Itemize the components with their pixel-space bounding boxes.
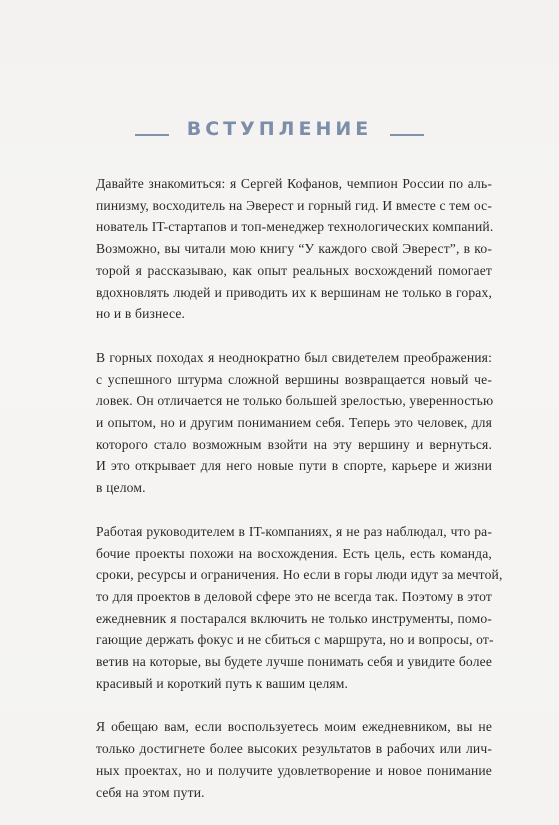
text-line: И это открывает для него новые пути в спорте, карьере и жизни [96,458,492,474]
paragraph [96,521,503,695]
section-title: ВСТУПЛЕНИЕ [186,118,373,140]
text-line: Давайте знакомиться: я Сергей Кофанов, чемпион России по аль- [96,176,492,191]
text-line: то для проектов в деловой сфере это не всегда так. Поэтому в этот [96,588,492,604]
text-line: красивый и короткий путь к вашим целям. [96,675,349,691]
paragraph [96,347,492,499]
text-line: пинизму, восходитель на Эверест и горный гид. И вместе с тем ос- [96,197,492,213]
text-line: которого стало возможным взойти на эту вершину и вернуться. [96,436,492,452]
text-line: в целом. [96,480,146,496]
body-text [96,173,503,825]
text-line: ных проектах, но и получите удовлетворение и новое понимание [96,762,492,778]
text-line: нователь IT-стартапов и топ-менеджер технологических компаний. [96,219,494,235]
text-line: с успешного штурма сложной вершины возвращается новый че- [96,371,492,387]
text-line: только достигнете более высоких результатов в рабочих или лич- [96,741,492,757]
text-line: бочие проекты похожи на восхождения. Есть цель, есть команда, [96,545,492,561]
text-line: ветив на которые, вы будете лучше понимать себя и увидите более [96,654,492,670]
text-line: В горных походах я неоднократно был свидетелем преображения: [96,349,492,365]
text-line: Работая руководителем в IT-компаниях, я не раз наблюдал, что ра- [96,523,492,539]
text-line: сроки, ресурсы и ограничения. Но если в горы люди идут за мечтой, [96,567,503,583]
text-line: ловек. Он отличается не только большей зрелостью, уверенностью [96,393,494,409]
text-line: себя на этом пути. [96,784,205,800]
text-line: и опытом, но и другим пониманием себя. Теперь это человек, для [96,415,492,431]
heading-rule-right [390,134,424,136]
text-line: вдохновлять людей и приводить их к вершинам не только в горах, [96,284,492,300]
text-line: ежедневник я постарался включить не только инструменты, помо- [96,610,492,626]
section-heading [0,118,559,140]
text-line: Возможно, вы читали мою книгу “У каждого свой Эверест”, в ко- [96,241,492,257]
text-line: но и в бизнесе. [96,306,186,322]
heading-rule-left [135,134,169,136]
paragraph [96,173,492,325]
text-line: Я обещаю вам, если воспользуетесь моим ежедневником, вы не [96,719,492,735]
text-line: гающие держать фокус и не сбиться с маршрута, но и вопросы, от- [96,632,494,648]
paragraph [96,716,492,803]
text-line: торой я рассказываю, как опыт реальных восхождений помогает [96,262,492,278]
